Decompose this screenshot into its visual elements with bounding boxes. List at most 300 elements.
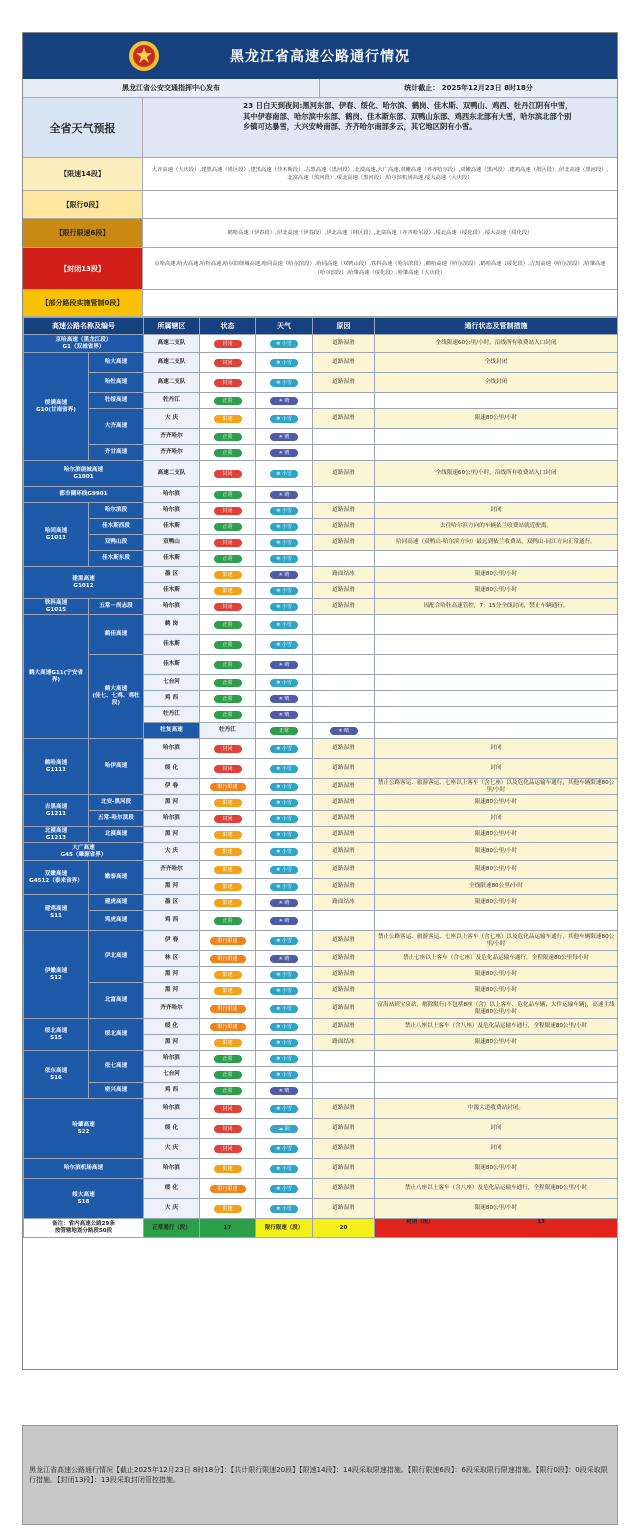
table-row	[24, 1083, 618, 1099]
weather-cell	[256, 931, 313, 951]
weather-cell	[256, 1139, 313, 1159]
snow-icon	[270, 971, 298, 979]
weather-cell	[256, 583, 313, 599]
district: 鸡 西	[144, 911, 200, 931]
segment-name: 哈尔滨段	[89, 503, 144, 519]
weather-label: 小雪	[281, 783, 292, 790]
status-badge: 限速	[214, 883, 242, 891]
road-name: 建鸡高速 S11	[24, 895, 89, 931]
district: 哈尔滨	[144, 811, 200, 827]
weather-label: 晴	[284, 955, 290, 962]
status-cell	[200, 519, 256, 535]
snow-icon	[270, 539, 298, 547]
status-cell	[200, 1139, 256, 1159]
status-cell	[200, 567, 256, 583]
road-name: 哈同高速 G1011	[24, 503, 89, 567]
status-badge: 封闭	[214, 539, 242, 547]
district: 哈尔滨	[144, 1159, 200, 1179]
reason-cell: 道路湿滑	[313, 759, 375, 779]
weather-text: 23 日白天到夜间:黑河东部、伊春、绥化、哈尔滨、鹤岗、佳木斯、双鸭山、鸡西、牡丹江阴有中雪，其中伊春南部、哈尔滨中东部、鹤岗、佳木斯东部、双鸭山东部、鸡西东北部有大雪，哈尔滨北部个别乡镇可达暴雪，大兴安岭南部、齐齐哈尔南部多云，其它地区阴有小雪。	[143, 98, 617, 157]
reason-cell: 道路湿滑	[313, 1019, 375, 1035]
weather-glyph: ❄	[276, 415, 282, 422]
snow-icon	[270, 1005, 298, 1013]
segment-name: 依七高速	[89, 1051, 144, 1083]
weather-label: 阴	[284, 1125, 290, 1132]
snow-icon	[270, 765, 298, 773]
district: 高速二支队	[144, 335, 200, 353]
weather-label: 小雪	[281, 679, 292, 686]
weather-glyph: ❄	[276, 641, 282, 648]
reason-cell: 道路湿滑	[313, 843, 375, 861]
weather-label: 小雪	[281, 641, 292, 648]
reason-cell	[313, 1051, 375, 1067]
status-badge: 正常	[214, 449, 242, 457]
reason-cell: 道路湿滑	[313, 811, 375, 827]
weather-glyph: ☀	[278, 1087, 285, 1094]
weather-glyph: ❄	[276, 359, 282, 366]
status-cell	[200, 811, 256, 827]
district: 墨 区	[144, 895, 200, 911]
weather-glyph: ❄	[276, 783, 282, 790]
status-badge: 正常	[214, 711, 242, 719]
weather-label: 小雪	[281, 866, 292, 873]
sun-icon	[270, 571, 298, 579]
sun-icon	[270, 899, 298, 907]
weather-glyph: ☀	[278, 695, 285, 702]
table-row	[24, 795, 618, 811]
reason-cell: 道路湿滑	[313, 951, 375, 967]
measure-cell	[375, 655, 618, 675]
status-badge: 限速	[214, 831, 242, 839]
weather-label: 小雪	[281, 883, 292, 890]
status-cell	[200, 1019, 256, 1035]
reason-cell	[375, 723, 618, 739]
measure-cell: 限速80公里/小时	[375, 1159, 618, 1179]
weather-cell	[256, 373, 313, 393]
summary-label: 【限行0段】	[23, 191, 143, 218]
district: 佳木斯	[144, 583, 200, 599]
road-name: 哈尔滨绕城高速 G1001	[24, 461, 144, 487]
district: 哈尔滨	[144, 739, 200, 759]
reason-cell: 道路湿滑	[313, 535, 375, 551]
status-badge: 限速	[214, 899, 242, 907]
road-name: 依东高速 S16	[24, 1051, 89, 1099]
weather-glyph: ☀	[278, 661, 285, 668]
snow-icon	[270, 883, 298, 891]
weather-label: 小雪	[281, 1165, 292, 1172]
reason-cell	[313, 445, 375, 461]
district: 绥 化	[144, 1119, 200, 1139]
measure-cell	[375, 551, 618, 567]
summary-label: 【限速14段】	[23, 158, 143, 190]
status-cell	[200, 409, 256, 429]
table-row	[24, 599, 618, 615]
status-cell	[200, 779, 256, 795]
road-name: 大广高速 G45（肇源省界）	[24, 843, 144, 861]
weather-label: 小雪	[281, 937, 292, 944]
table-row	[24, 615, 618, 635]
measure-cell: 限速80公里/小时	[375, 1035, 618, 1051]
table-row	[24, 827, 618, 843]
reason-cell: 道路湿滑	[313, 795, 375, 811]
status-badge: 限速	[214, 971, 242, 979]
weather-label: 小雪	[281, 523, 292, 530]
weather-glyph: ❄	[276, 866, 282, 873]
reason-cell	[313, 615, 375, 635]
summary-label: 【封闭13段】	[23, 248, 143, 289]
status-cell	[200, 551, 256, 567]
district: 牡丹江	[144, 393, 200, 409]
snow-icon	[270, 603, 298, 611]
weather-cell	[256, 911, 313, 931]
weather-label: 小雪	[281, 1105, 292, 1112]
reason-cell	[313, 1067, 375, 1083]
summary-label: 【部分路段实施管制0段】	[23, 290, 143, 316]
reason-cell: 道路湿滑	[313, 583, 375, 599]
weather-label: 小雪	[281, 539, 292, 546]
footer-note: 备注：省内高速公路29条 按管辖地划分路段50段	[24, 1219, 144, 1238]
cloud-icon	[270, 1125, 298, 1133]
reason-cell	[313, 429, 375, 445]
measure-cell	[375, 1083, 618, 1099]
snow-icon	[270, 866, 298, 874]
district: 黑 河	[144, 983, 200, 999]
measure-cell: 限速80公里/小时	[375, 895, 618, 911]
weather-cell	[256, 1019, 313, 1035]
weather-cell	[256, 861, 313, 879]
weather-glyph: ☀	[278, 571, 285, 578]
snow-icon	[270, 679, 298, 687]
reason-cell	[313, 911, 375, 931]
district: 林 区	[144, 951, 200, 967]
weather-glyph: ❄	[276, 340, 282, 347]
weather-glyph: ❄	[276, 745, 282, 752]
status-cell	[200, 675, 256, 691]
district: 七台河	[144, 675, 200, 691]
weather-label: 小雪	[281, 799, 292, 806]
weather-cell	[256, 1159, 313, 1179]
table-row	[24, 1179, 618, 1199]
weather-label: 小雪	[281, 765, 292, 772]
weather-cell	[256, 827, 313, 843]
measure-cell: 禁止七座以上客车（含七座）及危化品运输车通行，全程限速80公里每小时	[375, 951, 618, 967]
weather-cell	[256, 951, 313, 967]
sun-icon	[270, 397, 298, 405]
district: 高速二支队	[144, 461, 200, 487]
segment-name: 北安-黑河段	[89, 795, 144, 811]
weather-label: 小雪	[281, 587, 292, 594]
status-cell	[200, 1067, 256, 1083]
status-badge: 封闭	[214, 765, 242, 773]
snow-icon	[270, 1071, 298, 1079]
title-bar	[23, 33, 617, 79]
snow-icon	[270, 1055, 298, 1063]
snow-icon	[270, 1105, 298, 1113]
weather-label: 晴	[284, 491, 290, 498]
sun-icon	[270, 1087, 298, 1095]
snow-icon	[270, 507, 298, 515]
status-cell	[200, 843, 256, 861]
district: 齐齐哈尔	[144, 861, 200, 879]
district: 大 庆	[144, 843, 200, 861]
table-row	[24, 373, 618, 393]
reason-cell: 道路湿滑	[313, 503, 375, 519]
weather-glyph: ❄	[276, 555, 282, 562]
road-status-table	[23, 317, 618, 1238]
status-cell	[200, 795, 256, 811]
weather-glyph: ☀	[278, 955, 285, 962]
snow-icon	[270, 783, 298, 791]
status-cell	[200, 861, 256, 879]
table-row	[24, 1099, 618, 1119]
weather-label: 晴	[284, 1087, 290, 1094]
district: 双鸭山	[144, 535, 200, 551]
status-cell	[200, 691, 256, 707]
col-road: 高速公路名称及编号	[24, 318, 144, 335]
bottom-summary-text: 黑龙江省高速公路通行情况【截止2025年12月23日 8时18分】：【共计限行限速20段】【限速14段】：14段采取限速措施。【限行限速6段】：6段采取限行限速措施。【限行0段】：0段采取限行措施。【封闭13段】：13段采取封闭管控措施。	[29, 1466, 608, 1484]
segment-name: 哈牡高速	[89, 373, 144, 393]
status-cell	[200, 615, 256, 635]
weather-label: 小雪	[281, 1023, 292, 1030]
weather-glyph: ❄	[276, 883, 282, 890]
weather-label: 小雪	[281, 507, 292, 514]
road-name: 鹤大高速G11(宁安省界)	[24, 615, 89, 739]
status-cell	[200, 827, 256, 843]
segment-name: 哈大高速	[89, 353, 144, 373]
weather-cell	[256, 429, 313, 445]
measure-cell: 限速80公里/小时	[375, 967, 618, 983]
sun-icon	[270, 491, 298, 499]
snow-icon	[270, 1165, 298, 1173]
status-cell	[200, 1035, 256, 1051]
snow-icon	[270, 1205, 298, 1213]
weather-glyph: ❄	[276, 621, 282, 628]
summary-text: 京哈高速,哈大高速,哈牡高速,哈尔滨绕城高速,哈同高速（哈尔滨段）,哈同高速（双鸭山段）,铁科高速（哈尔滨段）,鹤哈高速（哈尔滨段）,鹤哈高速（绥化段）,吉黑高速（哈尔滨段）,哈肇高速（哈尔滨段）,哈肇高速（绥化段）,哈肇高速（大庆段）	[154, 261, 606, 276]
weather-cell	[256, 1035, 313, 1051]
reason-cell: 道路湿滑	[313, 461, 375, 487]
reason-cell: 道路湿滑	[313, 999, 375, 1019]
weather-label: 小雪	[281, 379, 292, 386]
status-cell	[200, 635, 256, 655]
measure-cell: 全线限速80公里/小时	[375, 879, 618, 895]
district: 高速二支队	[144, 353, 200, 373]
status-badge: 正常	[214, 491, 242, 499]
table-row	[24, 811, 618, 827]
weather-glyph: ❄	[276, 831, 282, 838]
status-badge: 封闭	[214, 359, 242, 367]
status-cell	[200, 655, 256, 675]
weather-glyph: ❄	[276, 815, 282, 822]
weather-cell	[256, 691, 313, 707]
district: 齐齐哈尔	[144, 429, 200, 445]
measure-cell	[375, 393, 618, 409]
weather-label: 小雪	[281, 1185, 292, 1192]
status-cell	[200, 487, 256, 503]
segment-name: 密兴高速	[89, 1083, 144, 1099]
status-cell	[200, 1199, 256, 1219]
status-badge: 正常	[214, 1055, 242, 1063]
segment-name: 佳木斯东段	[89, 551, 144, 567]
weather-label: 小雪	[281, 971, 292, 978]
weather-label: 小雪	[281, 831, 292, 838]
weather-glyph: ❄	[276, 1071, 282, 1078]
status-badge: 正常	[214, 433, 242, 441]
district: 绥 化	[144, 1019, 200, 1035]
road-name: 双嫩高速 G4512（泰来省界）	[24, 861, 89, 895]
segment-name: 佳木斯西段	[89, 519, 144, 535]
road-name: 绥北高速 S15	[24, 1019, 89, 1051]
snow-icon	[270, 379, 298, 387]
district: 佳木斯	[144, 551, 200, 567]
measure-cell: 全线封闭	[375, 353, 618, 373]
district: 哈尔滨	[144, 1099, 200, 1119]
status-cell	[200, 1083, 256, 1099]
snow-icon	[270, 1039, 298, 1047]
reason-cell: 道路湿滑	[313, 1119, 375, 1139]
district: 哈尔滨	[144, 487, 200, 503]
status-badge: 封闭	[214, 470, 242, 478]
weather-cell	[256, 445, 313, 461]
status-badge: 封闭	[214, 603, 242, 611]
segment-name: 北漠高速	[89, 827, 144, 843]
table-footer	[24, 1219, 618, 1238]
measure-cell	[375, 635, 618, 655]
reason-cell: 道路湿滑	[313, 335, 375, 353]
district: 绥 化	[144, 1179, 200, 1199]
reason-cell: 道路湿滑	[313, 931, 375, 951]
status-cell	[200, 1179, 256, 1199]
measure-cell: 限速80公里/小时	[375, 409, 618, 429]
reason-cell: 道路湿滑	[313, 353, 375, 373]
table-row	[24, 1159, 618, 1179]
reason-cell	[313, 487, 375, 503]
reason-cell: 道路湿滑	[313, 779, 375, 795]
weather-cell	[313, 723, 375, 739]
measure-cell: 全线限速60公里/小时，沿线所有收费站入口封闭	[375, 461, 618, 487]
status-badge: 限速	[214, 987, 242, 995]
status-badge: 正常	[214, 661, 242, 669]
col-measure: 通行状态及管制措施	[375, 318, 618, 335]
district: 佳木斯	[144, 655, 200, 675]
measure-cell	[375, 615, 618, 635]
sun-icon	[270, 955, 298, 963]
snow-icon	[270, 587, 298, 595]
segment-name: 双鸭山段	[89, 535, 144, 551]
weather-glyph: ☀	[278, 491, 285, 498]
reason-cell	[313, 393, 375, 409]
status-badge: 正常	[214, 523, 242, 531]
police-emblem-icon	[127, 39, 161, 73]
road-name: 鹤哈高速 G1111	[24, 739, 89, 795]
status-cell	[200, 1159, 256, 1179]
table-row	[24, 519, 618, 535]
weather-label: 晴	[284, 917, 290, 924]
bottom-summary	[22, 1425, 618, 1525]
measure-cell: 限速80公里/小时	[375, 583, 618, 599]
weather-forecast	[23, 98, 617, 158]
col-reason: 原因	[313, 318, 375, 335]
segment-name: 嫩泰高速	[89, 861, 144, 895]
snow-icon	[270, 987, 298, 995]
weather-cell	[256, 655, 313, 675]
snow-icon	[270, 470, 298, 478]
status-cell	[200, 911, 256, 931]
status-badge: 封闭	[214, 507, 242, 515]
weather-cell	[256, 551, 313, 567]
weather-glyph: ☀	[278, 397, 285, 404]
district: 鸡 西	[144, 691, 200, 707]
weather-glyph: ☀	[278, 433, 285, 440]
weather-cell	[256, 503, 313, 519]
status-badge: 封闭	[214, 815, 242, 823]
status-badge: 限速	[214, 1205, 242, 1213]
summary-text	[143, 290, 617, 316]
summary-text	[143, 191, 617, 218]
district: 佳木斯	[144, 519, 200, 535]
publisher-row	[23, 79, 617, 98]
district: 大 庆	[144, 409, 200, 429]
reason-cell	[313, 707, 375, 723]
weather-glyph: ❄	[276, 1145, 282, 1152]
district: 哈尔滨	[144, 599, 200, 615]
measure-cell: 限速80公里/小时	[375, 1199, 618, 1219]
status-badge: 正常	[214, 695, 242, 703]
road-name: 都市圈环线G9901	[24, 487, 144, 503]
status-badge: 封闭	[214, 379, 242, 387]
weather-label: 晴	[284, 571, 290, 578]
weather-label: 小雪	[281, 815, 292, 822]
measure-cell: 禁止公路客运、旅游客运、七座以上客车（含七座）以及危化品运输车通行，其他车辆限速80公里/小时	[375, 931, 618, 951]
road-name: 绥满高速 G10(甘南省界)	[24, 353, 89, 461]
district: 哈尔滨	[144, 1051, 200, 1067]
weather-label: 小雪	[281, 1145, 292, 1152]
measure-cell: 封闭	[375, 759, 618, 779]
weather-cell	[256, 811, 313, 827]
road-name: 北漠高速 G1213	[24, 827, 89, 843]
status-cell	[200, 599, 256, 615]
weather-label: 晴	[284, 397, 290, 404]
status-badge: 正常	[214, 397, 242, 405]
reason-cell: 道路湿滑	[313, 1199, 375, 1219]
measure-cell: 禁止八座以上客车（含八座）及危化品运输车通行，全程限速80公里/小时	[375, 1179, 618, 1199]
weather-label: 晴	[284, 695, 290, 702]
weather-glyph: ☀	[278, 449, 285, 456]
status-badge: 封闭	[214, 1125, 242, 1133]
weather-cell	[256, 879, 313, 895]
district: 佳木斯	[144, 635, 200, 655]
status-cell	[200, 931, 256, 951]
district: 大 庆	[144, 1199, 200, 1219]
reason-cell	[313, 675, 375, 691]
weather-label: 晴	[284, 711, 290, 718]
weather-glyph: ❄	[276, 1205, 282, 1212]
weather-glyph: ❄	[276, 523, 282, 530]
report-frame	[22, 32, 618, 1370]
weather-cell	[256, 759, 313, 779]
measure-cell: 去往哈尔滨方向的车辆依兰收费站就近驶离。	[375, 519, 618, 535]
status-badge: 限行限速	[210, 783, 246, 791]
status-badge: 限行限速	[210, 1023, 246, 1031]
reason-cell	[313, 691, 375, 707]
district: 黑 河	[144, 795, 200, 811]
measure-cell: 限速80公里/小时	[375, 827, 618, 843]
sun-icon	[270, 449, 298, 457]
measure-cell: 封闭	[375, 811, 618, 827]
measure-cell	[375, 707, 618, 723]
road-name: 吉黑高速 G1211	[24, 795, 89, 827]
table-header	[24, 318, 618, 335]
weather-glyph: ☀	[278, 917, 285, 924]
